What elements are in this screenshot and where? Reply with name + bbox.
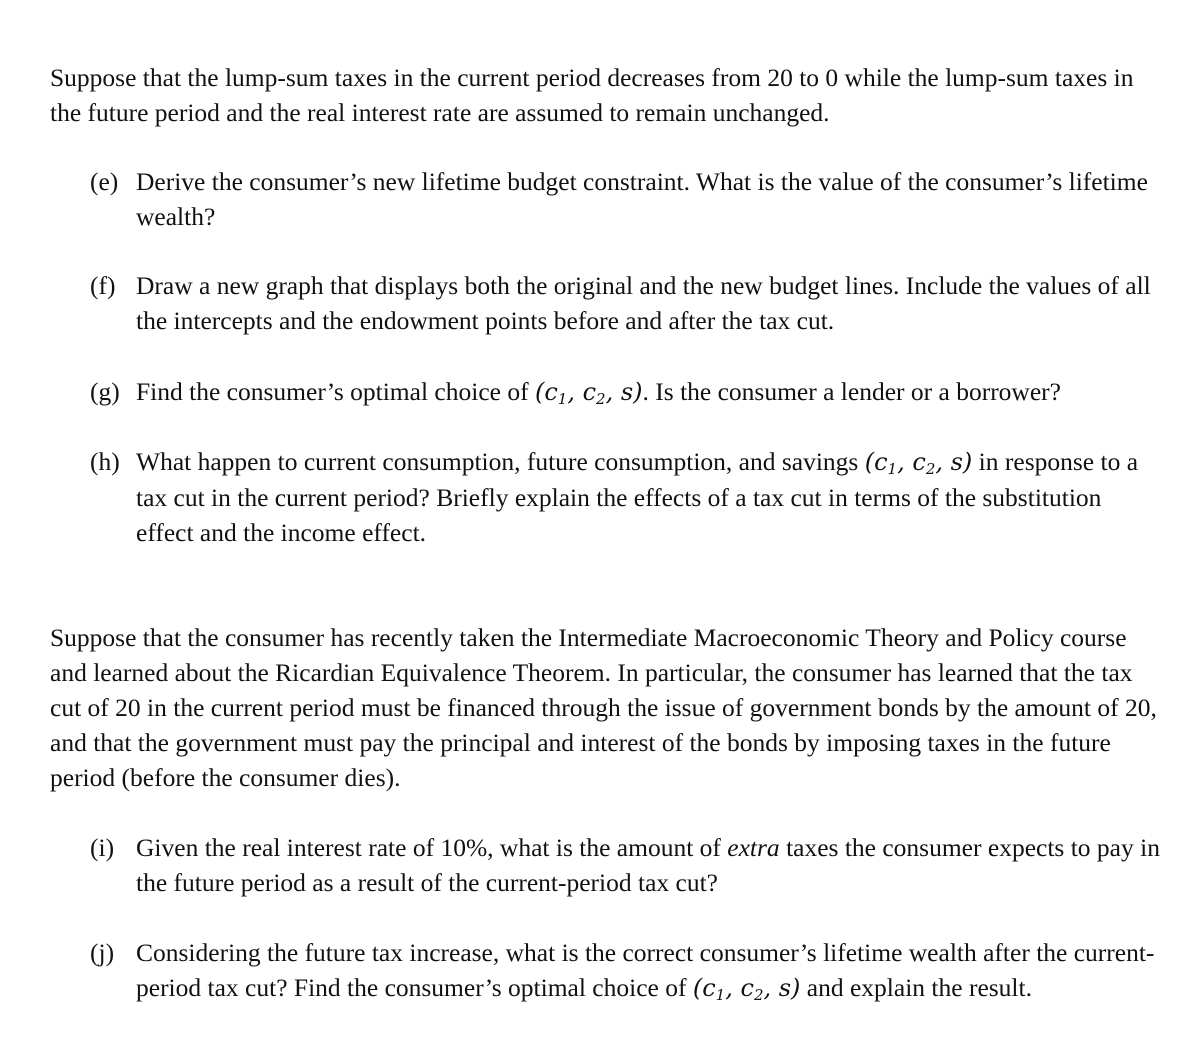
question-g-label: (g) bbox=[90, 377, 120, 406]
question-j-text bbox=[136, 935, 1160, 1006]
question-h-text-before: What happen to current consumption, future consumption, and savings bbox=[136, 447, 865, 476]
question-h-math: ($c_1$, $c_2$, s) bbox=[864, 448, 973, 478]
question-h-text-after: in response to a tax cut in the current period? Briefly explain the effects of a tax cut in terms of the substitution effect and the income effect. bbox=[136, 447, 1139, 547]
question-g-text-before: Find the consumer’s optimal choice of bbox=[136, 377, 535, 406]
question-i-text-after: taxes the consumer expects to pay in the future period as a result of the current-period tax cut? bbox=[136, 833, 1160, 897]
question-j-label: (j) bbox=[90, 938, 115, 967]
question-i bbox=[90, 830, 1160, 900]
question-i-emphasis: extra bbox=[727, 833, 780, 862]
question-g-math: ($c_1$, $c_2$, s) bbox=[534, 378, 643, 408]
question-i-text-before: Given the real interest rate of 10%, what is the amount of bbox=[136, 833, 728, 862]
question-f-text: Draw a new graph that displays both the original and the new budget lines. Include the values of all the intercepts and the endowment points before and after the tax cut. bbox=[136, 271, 1151, 335]
question-j bbox=[90, 935, 1160, 1006]
question-j-text-after: and explain the result. bbox=[800, 973, 1032, 1002]
question-g bbox=[90, 374, 1160, 410]
question-e-text: Derive the consumer’s new lifetime budget constraint. What is the value of the consumer’s lifetime wealth? bbox=[136, 167, 1148, 231]
question-j-math: ($c_1$, $c_2$, s) bbox=[692, 974, 801, 1004]
question-j-text-before: Considering the future tax increase, what is the correct consumer’s lifetime wealth after the current-period tax cut? Find the consumer’s optimal choice of bbox=[136, 938, 1155, 1002]
question-f bbox=[90, 268, 1160, 338]
question-e-label: (e) bbox=[90, 167, 119, 196]
question-g-text bbox=[136, 374, 1160, 410]
ricardian-paragraph: Suppose that the consumer has recently taken the Intermediate Macroeconomic Theory and Policy course and learned about the Ricardian Equivalence Theorem. In particular, the consumer has learned that the tax cut of 20 in the current period must be financed through the issue of government bonds by the amount of 20, and that the government must pay the principal and interest of the bonds by imposing taxes in the future period (before the consumer dies). bbox=[50, 623, 1157, 792]
question-i-label: (i) bbox=[90, 833, 115, 862]
question-i-text bbox=[136, 830, 1160, 900]
question-e bbox=[90, 164, 1160, 234]
question-f-label: (f) bbox=[90, 271, 116, 300]
question-h bbox=[90, 444, 1160, 550]
question-g-text-after: . Is the consumer a lender or a borrower? bbox=[642, 377, 1061, 406]
question-h-text bbox=[136, 444, 1160, 550]
intro-paragraph: Suppose that the lump-sum taxes in the current period decreases from 20 to 0 while the lump-sum taxes in the future period and the real interest rate are assumed to remain unchanged. bbox=[50, 63, 1134, 127]
question-h-label: (h) bbox=[90, 447, 120, 476]
